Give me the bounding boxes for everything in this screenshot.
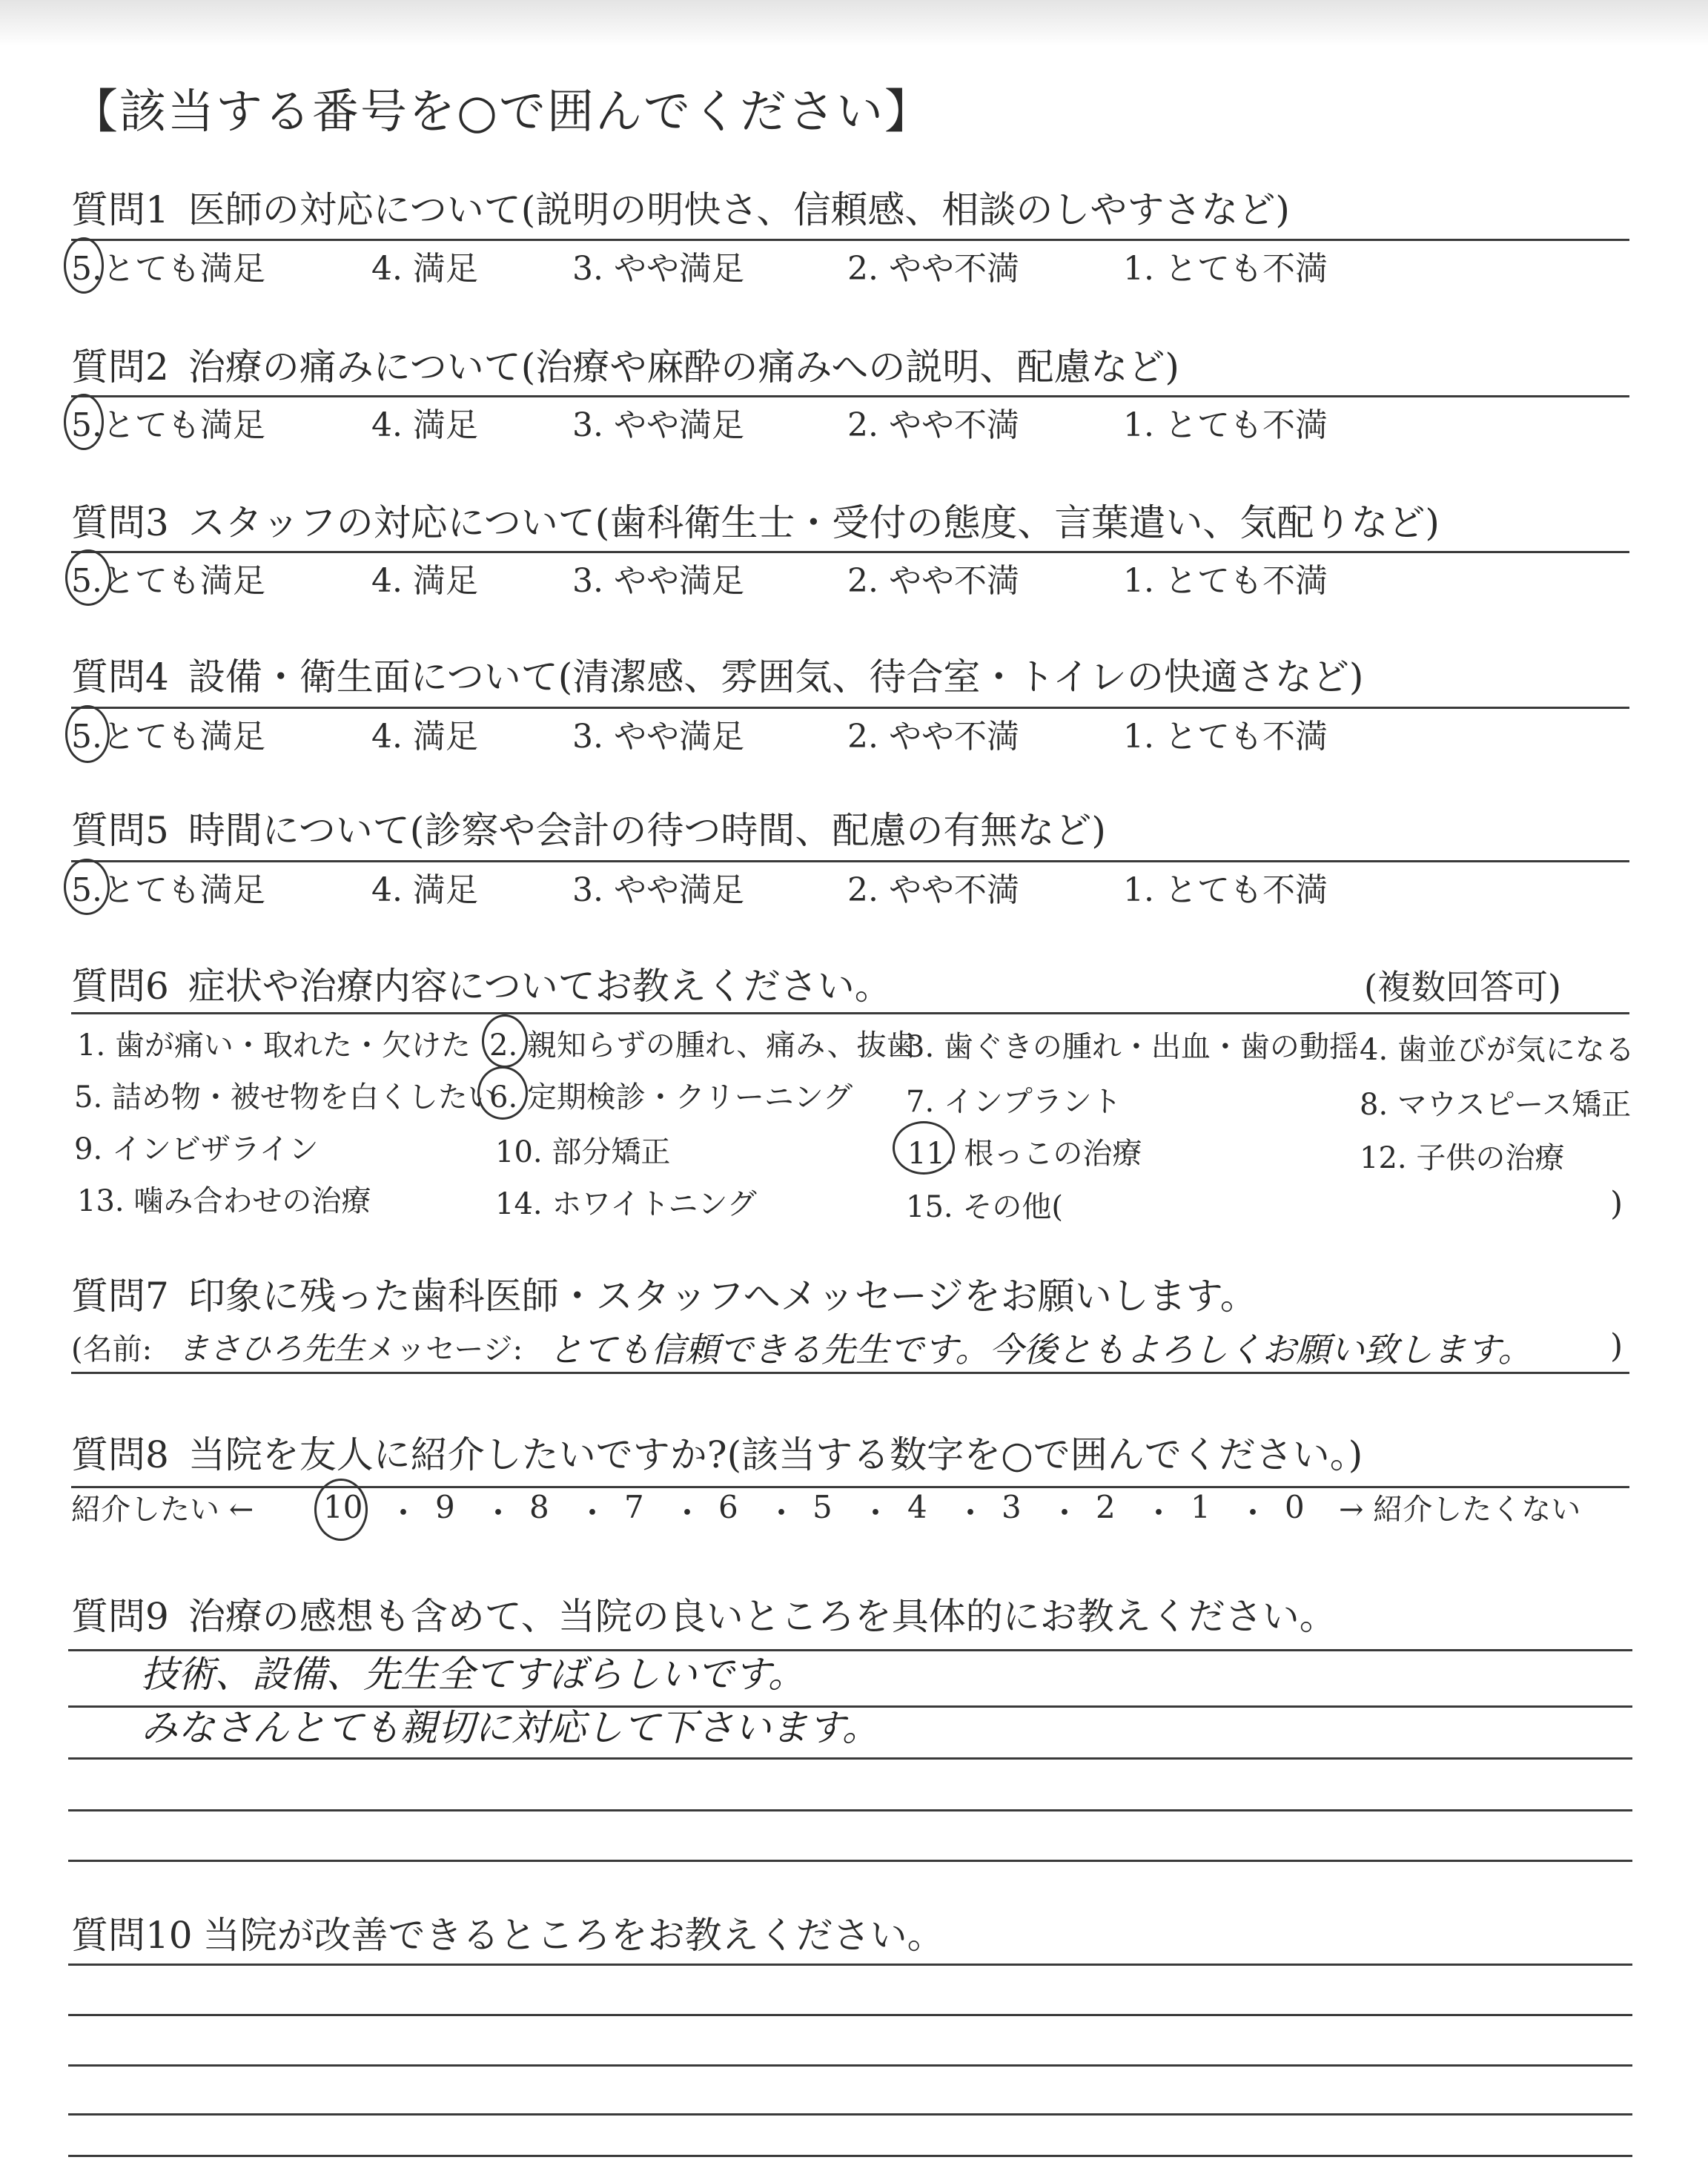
- scale-value[interactable]: 5: [812, 1489, 833, 1525]
- question-4-rule: [71, 707, 1629, 709]
- scale-separator: ・: [860, 1495, 892, 1531]
- question-3-rule: [71, 551, 1629, 553]
- question-2-title: [71, 337, 1179, 391]
- question-number: 質問1: [71, 188, 169, 231]
- answer-line: [68, 2014, 1632, 2016]
- question-7-title: [71, 1266, 1257, 1320]
- answer-line: [68, 1809, 1632, 1811]
- question-7-rule: [71, 1372, 1629, 1374]
- circled-answer-mark: [64, 394, 104, 450]
- handwritten-answer-line-1[interactable]: 技術、設備、先生全てすばらしいです。: [141, 1653, 805, 1696]
- symptom-option[interactable]: 14. ホワイトニング: [495, 1187, 757, 1221]
- handwritten-name[interactable]: まさひろ先生: [178, 1330, 365, 1367]
- circled-answer-mark: [482, 1014, 528, 1068]
- scale-separator: ・: [1143, 1495, 1175, 1531]
- other-close-paren: ): [1610, 1185, 1623, 1223]
- option-2[interactable]: 2. やや不満: [847, 718, 1019, 756]
- option-3[interactable]: 3. やや満足: [572, 250, 744, 288]
- question-text: 当院を友人に紹介したいですか?(該当する数字を○で囲んでください。): [188, 1433, 1363, 1476]
- question-text: 治療の痛みについて(治療や麻酔の痛みへの説明、配慮など): [188, 346, 1179, 389]
- option-5[interactable]: 5.とても満足: [71, 406, 265, 444]
- scale-separator: ・: [388, 1495, 420, 1531]
- scale-value[interactable]: 2: [1096, 1489, 1116, 1525]
- answer-line: [68, 2064, 1632, 2067]
- option-5[interactable]: 5.とても満足: [71, 871, 265, 909]
- circled-answer-mark: [65, 705, 110, 763]
- option-4[interactable]: 4. 満足: [371, 406, 478, 444]
- answer-line: [68, 2113, 1632, 2116]
- question-number: 質問3: [71, 501, 169, 544]
- question-text: 設備・衛生面について(清潔感、雰囲気、待合室・トイレの快適さなど): [188, 655, 1364, 698]
- answer-line: [68, 2155, 1632, 2157]
- option-1[interactable]: 1. とても不満: [1123, 250, 1328, 288]
- question-1-title: [71, 180, 1290, 234]
- scale-separator: ・: [1237, 1495, 1269, 1531]
- option-4[interactable]: 4. 満足: [371, 562, 478, 600]
- instruction-heading: 【該当する番号を○で囲んでください】: [71, 85, 933, 139]
- scale-separator: ・: [672, 1495, 704, 1531]
- symptom-option[interactable]: 9. インビザライン: [74, 1132, 319, 1166]
- answer-line: [68, 1860, 1632, 1862]
- question-text: 症状や治療内容についてお教えください。: [188, 965, 892, 1008]
- message-label: メッセージ:: [366, 1332, 523, 1367]
- circled-answer-mark: [477, 1066, 528, 1120]
- name-label: (名前:: [71, 1332, 153, 1367]
- question-6-title: [71, 957, 892, 1010]
- circled-answer-mark: [314, 1479, 368, 1541]
- symptom-option[interactable]: 7. インプラント: [906, 1085, 1122, 1119]
- question-4-title: [71, 647, 1363, 701]
- answer-line: [68, 1964, 1632, 1966]
- scale-value[interactable]: 6: [718, 1489, 738, 1525]
- question-text: 印象に残った歯科医師・スタッフへメッセージをお願いします。: [188, 1275, 1257, 1318]
- symptom-option[interactable]: 11. 根っこの治療: [907, 1137, 1142, 1171]
- option-5[interactable]: 5.とても満足: [71, 718, 265, 756]
- question-text: 当院が改善できるところをお教えください。: [202, 1914, 944, 1957]
- scale-right-label: → 紹介したくない: [1339, 1493, 1581, 1527]
- option-2[interactable]: 2. やや不満: [847, 250, 1019, 288]
- scale-separator: ・: [483, 1495, 514, 1531]
- scale-value[interactable]: 8: [529, 1489, 549, 1525]
- question-5-options: [71, 863, 1628, 915]
- question-number: 質問7: [71, 1275, 169, 1318]
- option-4[interactable]: 4. 満足: [371, 250, 478, 288]
- option-2[interactable]: 2. やや不満: [847, 562, 1019, 600]
- question-text: スタッフの対応について(歯科衛生士・受付の態度、言葉遣い、気配りなど): [188, 501, 1440, 544]
- option-2[interactable]: 2. やや不満: [847, 871, 1019, 909]
- question-number: 質問2: [71, 346, 169, 389]
- symptom-option[interactable]: 12. 子供の治療: [1360, 1141, 1565, 1175]
- symptom-option[interactable]: 2. 親知らずの腫れ、痛み、抜歯: [489, 1028, 916, 1063]
- scale-value[interactable]: 4: [907, 1489, 927, 1525]
- scale-value[interactable]: 1: [1191, 1489, 1211, 1525]
- symptom-option[interactable]: 13. 噛み合わせの治療: [77, 1184, 371, 1218]
- symptom-option[interactable]: 10. 部分矯正: [495, 1135, 671, 1169]
- question-text: 治療の感想も含めて、当院の良いところを具体的にお教えください。: [188, 1595, 1337, 1638]
- option-1[interactable]: 1. とても不満: [1123, 871, 1328, 909]
- symptom-option[interactable]: 3. 歯ぐきの腫れ・出血・歯の動揺: [906, 1030, 1359, 1064]
- message-close-paren: ): [1610, 1327, 1623, 1365]
- question-number: 質問4: [71, 655, 169, 698]
- question-3-title: [71, 493, 1440, 546]
- question-2-rule: [71, 395, 1629, 397]
- circled-answer-mark: [64, 859, 110, 915]
- multiple-answer-note: (複数回答可): [1364, 967, 1561, 1007]
- option-2[interactable]: 2. やや不満: [847, 406, 1019, 444]
- question-5-title: [71, 801, 1106, 854]
- question-number: 質問6: [71, 965, 169, 1008]
- symptom-option[interactable]: 8. マウスピース矯正: [1360, 1088, 1632, 1122]
- option-5[interactable]: 5.とても満足: [71, 562, 265, 600]
- option-1[interactable]: 1. とても不満: [1123, 718, 1328, 756]
- answer-line: [68, 1757, 1632, 1760]
- scale-separator: ・: [577, 1495, 609, 1531]
- circled-answer-mark: [893, 1121, 955, 1175]
- option-3[interactable]: 3. やや満足: [572, 871, 744, 909]
- question-number: 質問8: [71, 1433, 169, 1476]
- scale-value[interactable]: 7: [624, 1489, 644, 1525]
- question-9-title: [71, 1587, 1337, 1640]
- scale-separator: ・: [955, 1495, 987, 1531]
- option-3[interactable]: 3. やや満足: [572, 718, 744, 756]
- scale-left-label: 紹介したい ←: [71, 1493, 254, 1527]
- question-8-title: [71, 1425, 1363, 1479]
- question-3-options: [71, 554, 1628, 606]
- scan-top-edge: [0, 0, 1708, 46]
- question-text: 医師の対応について(説明の明快さ、信頼感、相談のしやすさなど): [188, 188, 1290, 231]
- option-3[interactable]: 3. やや満足: [572, 562, 744, 600]
- question-4-options: [71, 710, 1628, 762]
- option-1[interactable]: 1. とても不満: [1123, 562, 1328, 600]
- scale-value[interactable]: 9: [435, 1489, 455, 1525]
- question-number: 質問9: [71, 1595, 169, 1638]
- scale-value[interactable]: 0: [1285, 1489, 1305, 1525]
- handwritten-message[interactable]: とても信頼できる先生です。今後ともよろしくお願い致します。: [549, 1330, 1532, 1370]
- question-number: 質問10: [71, 1914, 193, 1957]
- question-2-options: [71, 398, 1628, 450]
- option-1[interactable]: 1. とても不満: [1123, 406, 1328, 444]
- option-4[interactable]: 4. 満足: [371, 718, 478, 756]
- symptom-option[interactable]: 4. 歯並びが気になる: [1360, 1033, 1635, 1067]
- option-5[interactable]: 5.とても満足: [71, 250, 265, 288]
- question-10-title: [71, 1906, 944, 1959]
- circled-answer-mark: [64, 237, 104, 294]
- question-text: 時間について(診察や会計の待つ時間、配慮の有無など): [188, 809, 1106, 852]
- scale-value[interactable]: 10: [323, 1489, 363, 1525]
- circled-answer-mark: [65, 549, 111, 606]
- symptom-option[interactable]: 5. 詰め物・被せ物を白くしたい: [74, 1080, 497, 1114]
- option-3[interactable]: 3. やや満足: [572, 406, 744, 444]
- handwritten-answer-line-2[interactable]: みなさんとても親切に対応して下さいます。: [141, 1706, 879, 1749]
- symptom-option[interactable]: 1. 歯が痛い・取れた・欠けた: [77, 1028, 471, 1063]
- question-5-rule: [71, 860, 1629, 862]
- symptom-option[interactable]: 15. その他(: [906, 1190, 1063, 1224]
- option-4[interactable]: 4. 満足: [371, 871, 478, 909]
- question-6-rule: [71, 1012, 1629, 1014]
- question-number: 質問5: [71, 809, 169, 852]
- scale-separator: ・: [766, 1495, 798, 1531]
- scale-separator: ・: [1049, 1495, 1081, 1531]
- symptom-option[interactable]: 6. 定期検診・クリーニング: [489, 1080, 853, 1114]
- question-1-options: [71, 242, 1628, 294]
- scale-value[interactable]: 3: [1002, 1489, 1022, 1525]
- question-1-rule: [71, 239, 1629, 241]
